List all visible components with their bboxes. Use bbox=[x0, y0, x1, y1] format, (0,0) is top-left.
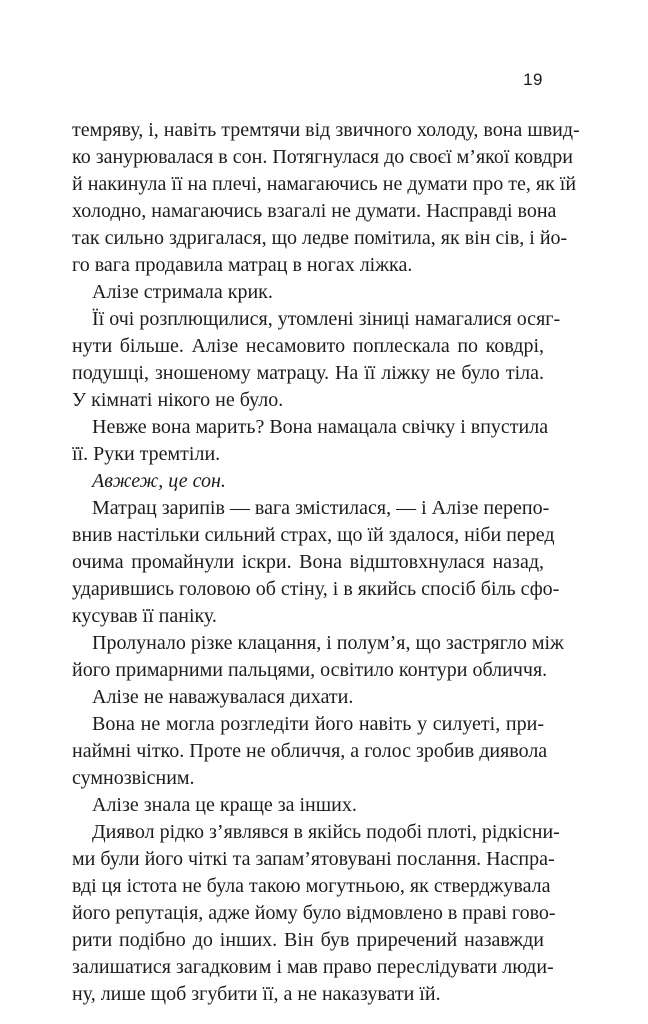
text-line: сумнозвісним. bbox=[72, 767, 195, 789]
text-line: подушці, зношеному матрацу. На її ліжку не було тіла. bbox=[72, 362, 544, 384]
text-line: темряву, і, навіть тремтячи від звичного холоду, вона швид- bbox=[72, 119, 580, 141]
text-line: його примарними пальцями, освітило контури обличчя. bbox=[72, 659, 548, 681]
text-line: У кімнаті нікого не було. bbox=[72, 389, 284, 411]
text-line: ну, лише щоб згубити її, а не наказувати їй. bbox=[72, 983, 441, 1005]
text-line: Невже вона марить? Вона намацала свічку і впустила bbox=[92, 416, 549, 438]
text-line: холодно, намагаючись взагалі не думати. Насправді вона bbox=[72, 200, 557, 222]
text-line: Матрац зарипів — вага змістилася, — і Алізе перепо- bbox=[92, 497, 550, 519]
text-line: кусував її паніку. bbox=[72, 605, 217, 627]
text-line: очима промайнули іскри. Вона відштовхнулася назад, bbox=[72, 551, 544, 573]
text-line: ко занурювалася в сон. Потягнулася до своєї м’якої ковдри bbox=[72, 146, 573, 168]
text-line: його репутація, адже йому було відмовлено в праві гово- bbox=[72, 902, 556, 924]
text-line: ми були його чіткі та запам’ятовувані послання. Наспра- bbox=[72, 848, 555, 870]
page-number: 19 bbox=[523, 70, 543, 89]
text-line: нути більше. Алізе несамовито поплескала по ковдрі, bbox=[72, 335, 544, 357]
text-line: Вона не могла розгледіти його навіть у силуеті, при- bbox=[92, 713, 544, 735]
text-line: рити подібно до інших. Він був приречений назавжди bbox=[72, 929, 544, 951]
text-line: Алізе стримала крик. bbox=[92, 281, 273, 303]
text-line: залишатися загадковим і мав право переслідувати люди- bbox=[72, 956, 554, 978]
text-line: го вага продавила матрац в ногах ліжка. bbox=[72, 254, 413, 276]
text-line: Алізе не наважувалася дихати. bbox=[92, 686, 354, 708]
text-line: Пролунало різке клацання, і полум’я, що застрягло між bbox=[92, 632, 564, 654]
text-line: вді ця істота не була такою могутньою, як стверджувала bbox=[72, 875, 551, 897]
text-line: її. Руки тремтіли. bbox=[72, 443, 221, 465]
text-line: Її очі розплющилися, утомлені зіниці намагалися осяг- bbox=[92, 308, 561, 330]
text-line: ударившись головою об стіну, і в якийсь спосіб біль сфо- bbox=[72, 578, 560, 600]
text-line: наймні чітко. Проте не обличчя, а голос зробив диявола bbox=[72, 740, 548, 762]
text-line: внив настільки сильний страх, що їй здалося, ніби перед bbox=[72, 524, 555, 546]
text-line: так сильно здригалася, що ледве помітила, як він сів, і йо- bbox=[72, 227, 568, 249]
body-text bbox=[72, 117, 580, 1008]
text-line: Алізе знала це краще за інших. bbox=[92, 794, 357, 816]
text-line: Авжеж, це сон. bbox=[92, 470, 226, 492]
text-line: Диявол рідко з’являвся в якійсь подобі плоті, рідкісни- bbox=[92, 821, 560, 843]
text-line: й накинула її на плечі, намагаючись не думати про те, як їй bbox=[72, 173, 577, 195]
